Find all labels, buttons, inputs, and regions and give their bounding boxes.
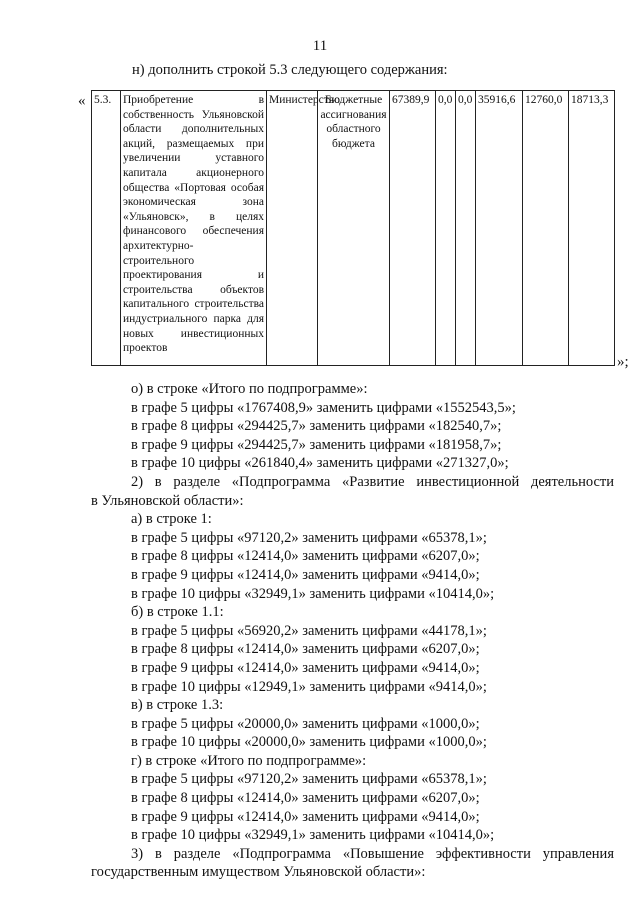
text-line: в графе 5 цифры «97120,2» заменить цифрами «65378,1»;	[131, 529, 487, 546]
text-line: в графе 9 цифры «12414,0» заменить цифрами «9414,0»;	[131, 659, 480, 676]
text-line: 3) в разделе «Подпрограмма «Повышение эффективности управления	[131, 845, 614, 862]
closing-quote: »;	[617, 354, 629, 370]
text-line: в) в строке 1.3:	[131, 697, 224, 714]
text-line: в графе 10 цифры «32949,1» заменить цифрами «10414,0»;	[131, 585, 495, 602]
row-source-cell: Бюджетные ассигнования областного бюджета	[318, 91, 390, 366]
text-line: в графе 9 цифры «12414,0» заменить цифрами «9414,0»;	[131, 566, 480, 583]
text-line: в графе 8 цифры «12414,0» заменить цифрами «6207,0»;	[131, 641, 480, 658]
table-row	[92, 91, 615, 366]
text-line: в графе 9 цифры «12414,0» заменить цифрами «9414,0»;	[131, 808, 480, 825]
amendment-text	[91, 380, 614, 882]
text-line: в графе 10 цифры «32949,1» заменить цифрами «10414,0»;	[131, 827, 495, 844]
row-executor-cell: Министерство	[267, 91, 318, 366]
text-line: государственным имуществом Ульяновской области»:	[91, 864, 426, 881]
text-line: г) в строке «Итого по подпрограмме»:	[131, 752, 367, 769]
row-value-cell: 35916,6	[476, 91, 523, 366]
opening-quote: «	[78, 93, 86, 109]
text-line: в графе 8 цифры «12414,0» заменить цифрами «6207,0»;	[131, 548, 480, 565]
row-description-cell: Приобретение в собственность Ульяновской области дополнительных акций, размещаемых при увеличении уставного капитала акционерного общества «Портовая особая экономическая зона «Ульяновск», в целях финансового обеспечения архитектурно-строительного проектирования и строительства объектов капитального строительства индустриального парка для новых инвестиционных проектов	[121, 91, 267, 366]
row-value-cell: 12760,0	[523, 91, 569, 366]
text-line: в графе 8 цифры «12414,0» заменить цифрами «6207,0»;	[131, 790, 480, 807]
text-line: в Ульяновской области»:	[91, 492, 244, 509]
text-line: в графе 10 цифры «261840,4» заменить цифрами «271327,0»;	[131, 455, 509, 472]
intro-paragraph: н) дополнить строкой 5.3 следующего содержания:	[132, 62, 448, 78]
text-line: о) в строке «Итого по подпрограмме»:	[131, 381, 368, 397]
text-line: в графе 5 цифры «1767408,9» заменить цифрами «1552543,5»;	[131, 399, 516, 416]
row-value-cell: 18713,3	[569, 91, 615, 366]
text-line: б) в строке 1.1:	[131, 604, 224, 621]
text-line: в графе 10 цифры «20000,0» заменить цифрами «1000,0»;	[131, 734, 487, 751]
row-value-cell: 0,0	[456, 91, 476, 366]
text-line: в графе 5 цифры «97120,2» заменить цифрами «65378,1»;	[131, 771, 487, 788]
row-number-cell: 5.3.	[92, 91, 121, 366]
page-number: 11	[312, 38, 328, 54]
row-value-cell: 0,0	[436, 91, 456, 366]
amendment-table	[91, 90, 615, 366]
text-line: в графе 5 цифры «56920,2» заменить цифрами «44178,1»;	[131, 622, 487, 639]
text-line: в графе 9 цифры «294425,7» заменить цифрами «181958,7»;	[131, 436, 502, 453]
text-line: в графе 5 цифры «20000,0» заменить цифрами «1000,0»;	[131, 715, 480, 732]
text-line: в графе 10 цифры «12949,1» заменить цифрами «9414,0»;	[131, 678, 487, 695]
row-value-cell: 67389,9	[390, 91, 436, 366]
text-line: а) в строке 1:	[131, 511, 212, 528]
text-line: 2) в разделе «Подпрограмма «Развитие инвестиционной деятельности	[131, 473, 614, 490]
text-line: в графе 8 цифры «294425,7» заменить цифрами «182540,7»;	[131, 418, 502, 435]
